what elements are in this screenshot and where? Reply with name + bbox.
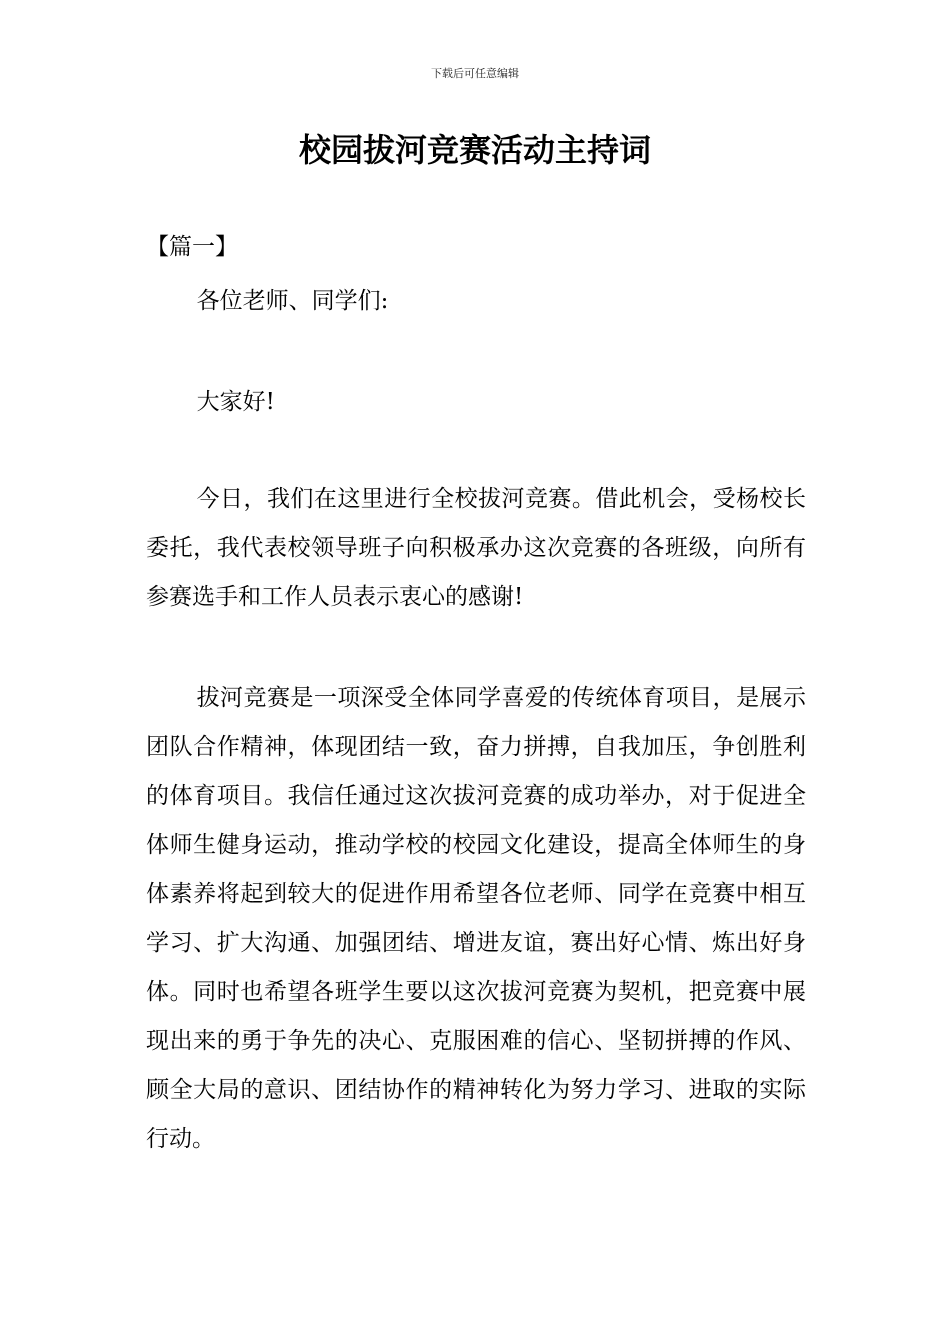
- document-title: 校园拔河竞赛活动主持词: [298, 131, 651, 169]
- paragraph-main: 拔河竞赛是一项深受全体同学喜爱的传统体育项目，是展示团队合作精神，体现团结一致，奋力拼搏，自我加压，争创胜利的体育项目。我信任通过这次拔河竞赛的成功举办，对于促进全体师生健身运动，推动学校的校园文化建设，提高全体师生的身体素养将起到较大的促进作用希望各位老师、同学在竞赛中相互学习、扩大沟通、加强团结、增进友谊，赛出好心情、炼出好身体。同时也希望各班学生要以这次拔河竞赛为契机，把竞赛中展现出来的勇于争先的决心、克服困难的信心、坚韧拼搏的作风、顾全大局的意识、团结协作的精神转化为努力学习、进取的实际行动。: [146, 685, 806, 1152]
- page-header: 下载后可任意编辑: [431, 67, 519, 80]
- paragraph-greeting: 各位老师、同学们:: [196, 288, 389, 314]
- paragraph-intro: 今日，我们在这里进行全校拔河竞赛。借此机会，受杨校长委托，我代表校领导班子向积极承办这次竞赛的各班级，向所有参赛选手和工作人员表示衷心的感谢!: [146, 486, 806, 610]
- paragraph-hello: 大家好!: [196, 389, 275, 415]
- section-label: 【篇一】: [146, 234, 238, 260]
